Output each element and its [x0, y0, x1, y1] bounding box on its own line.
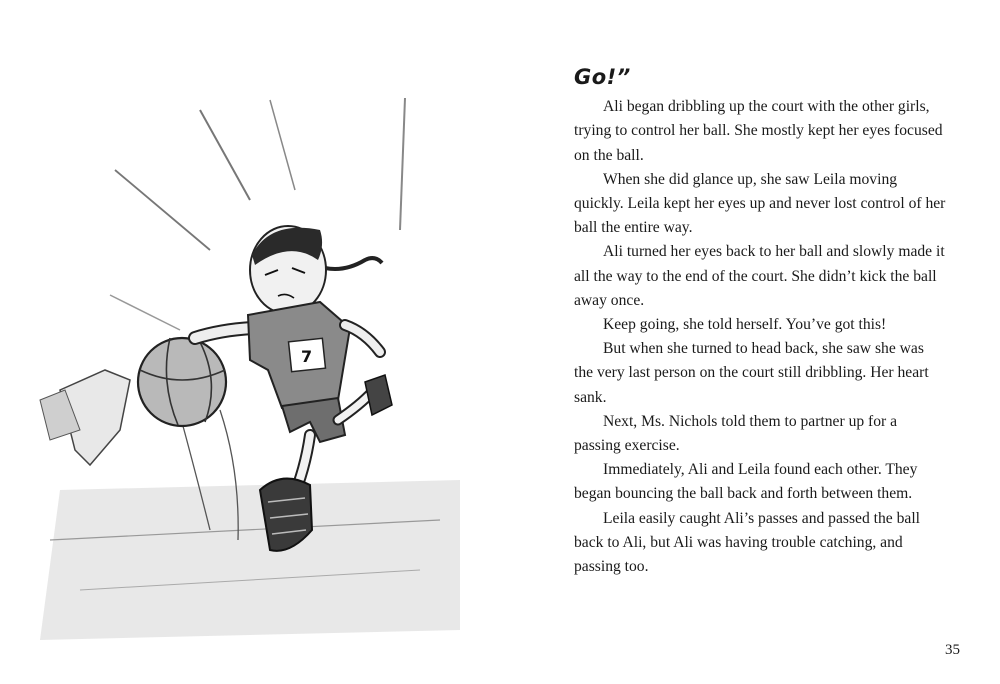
story-paragraph: When she did glance up, she saw Leila moving quickly. Leila kept her eyes up and never lost control of her ball the entire way.: [574, 170, 946, 237]
chapter-heading: Go!”: [574, 65, 631, 89]
other-player-shoe: [40, 370, 130, 465]
story-paragraph: Leila easily caught Ali’s passes and passed the ball back to Ali, but Ali was having trouble catching, and passing too.: [574, 509, 920, 575]
page-number: 35: [945, 642, 960, 658]
story-paragraph: Ali turned her eyes back to her ball and slowly made it all the way to the end of the court. She didn’t kick the ball away once.: [574, 243, 945, 309]
story-paragraph: But when she turned to head back, she saw she was the very last person on the court still dribbling. Her heart sank.: [574, 340, 929, 406]
illustration-girl-dribbling: [20, 70, 480, 650]
story-paragraph: Immediately, Ali and Leila found each other. They began bouncing the ball back and forth between them.: [574, 461, 918, 503]
story-paragraph: Keep going, she told herself. You’ve got this!: [603, 315, 887, 333]
basketball: [138, 338, 226, 426]
jersey-number: 7: [301, 347, 313, 366]
story-paragraph: Next, Ms. Nichols told them to partner up for a passing exercise.: [574, 412, 898, 454]
story-paragraph: Ali began dribbling up the court with the other girls, trying to control her ball. She mostly kept her eyes focused on the ball.: [574, 98, 943, 164]
story-text-column: [574, 66, 946, 579]
